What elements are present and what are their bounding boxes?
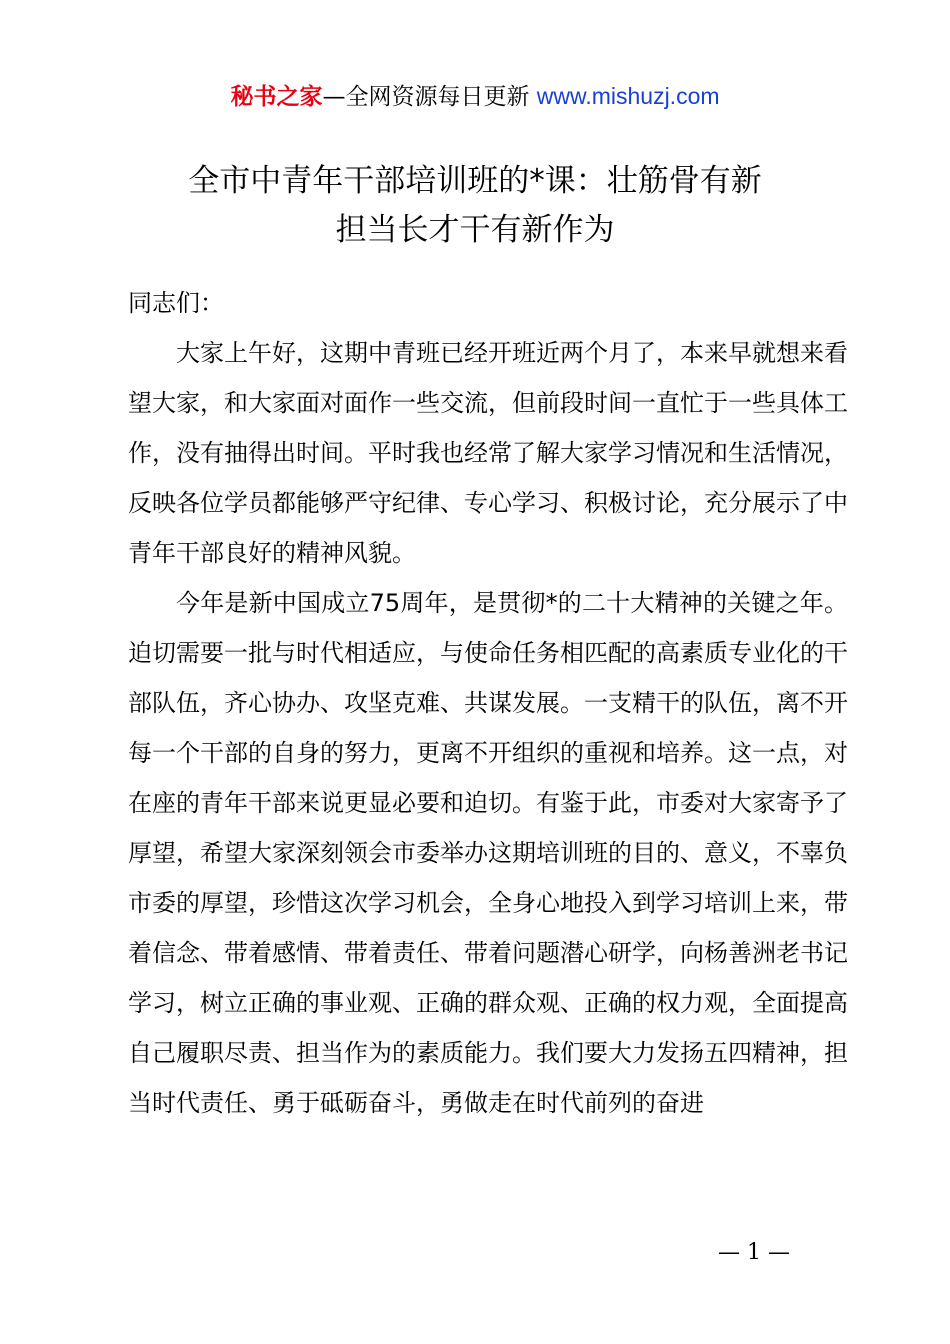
document-body bbox=[128, 278, 848, 1128]
salutation: 同志们： bbox=[128, 289, 224, 317]
document-title-line-1: 全市中青年干部培训班的*课：壮筋骨有新 bbox=[188, 163, 762, 199]
paragraph-2: 今年是新中国成立75周年，是贯彻*的二十大精神的关键之年。迫切需要一批与时代相适应，与使命任务相匹配的高素质专业化的干部队伍，齐心协办、攻坚克难、共谋发展。一支精干的队伍，离不开每一个干部的自身的努力，更离不开组织的重视和培养。这一点，对在座的青年干部来说更显必要和迫切。有鉴于此，市委对大家寄予了厚望，希望大家深刻领会市委举办这期培训班的目的、意义，不辜负市委的厚望，珍惜这次学习机会，全身心地投入到学习培训上来，带着信念、带着感情、带着责任、带着问题潜心研学，向杨善洲老书记学习，树立正确的事业观、正确的群众观、正确的权力观，全面提高自己履职尽责、担当作为的素质能力。我们要大力发扬五四精神，担当时代责任、勇于砥砺奋斗，勇做走在时代前列的奋进 bbox=[128, 589, 848, 1117]
site-header bbox=[0, 80, 950, 113]
page-number: — 1 — bbox=[718, 1240, 790, 1265]
paragraph-1: 大家上午好，这期中青班已经开班近两个月了，本来早就想来看望大家，和大家面对面作一些交流，但前段时间一直忙于一些具体工作，没有抽得出时间。平时我也经常了解大家学习情况和生活情况，反映各位学员都能够严守纪律、专心学习、积极讨论，充分展示了中青年干部良好的精神风貌。 bbox=[128, 339, 848, 567]
site-brand: 秘书之家 bbox=[230, 84, 323, 110]
document-title-line-2: 担当长才干有新作为 bbox=[335, 212, 615, 248]
site-slogan: —全网资源每日更新 bbox=[322, 84, 530, 110]
site-url-link[interactable]: www.mishuzj.com bbox=[536, 83, 720, 109]
